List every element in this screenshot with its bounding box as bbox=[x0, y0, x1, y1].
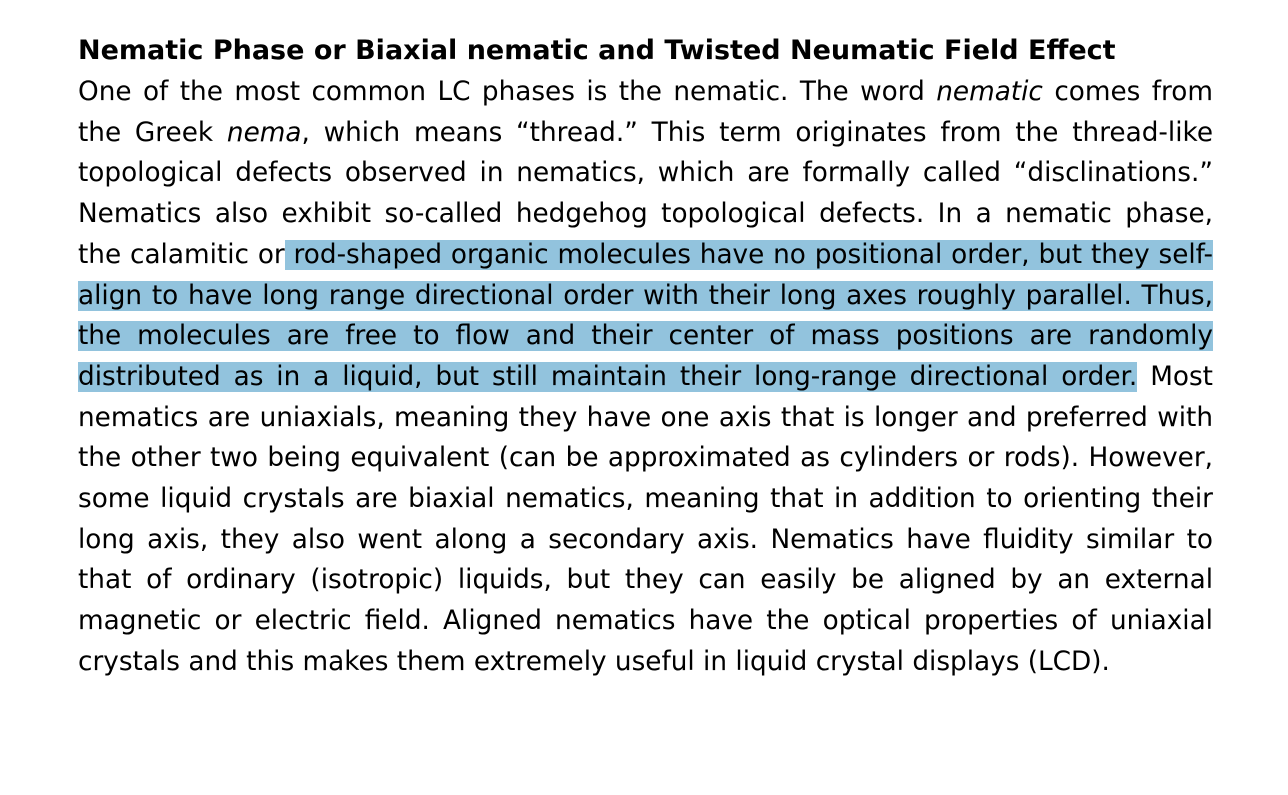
paragraph-text-2[interactable]: comes from the Greek bbox=[78, 77, 1213, 148]
section-heading[interactable]: Nematic Phase or Biaxial nematic and Twisted Neumatic Field Effect bbox=[78, 35, 1116, 66]
emphasis-nema[interactable]: nema bbox=[226, 117, 302, 148]
highlighted-selection[interactable]: rod-shaped organic molecules have no positional order, but they self-align to have long range directional order with their long axes roughly parallel. Thus, the molecules are free to flow and their center of mass positions are randomly distributed as in a liquid, but still maintain their long-range directional order. bbox=[78, 239, 1213, 392]
body-paragraph[interactable] bbox=[78, 72, 1213, 683]
paragraph-text-3[interactable]: , which means “thread.” This term originates from the thread-like topological defects observed in nematics, which are formally called “disclinations.” Nematics also exhibit so-called hedgehog topological defects. In a nematic phase, the calamitic or bbox=[78, 117, 1213, 270]
paragraph-text-1[interactable]: One of the most common LC phases is the nematic. The word bbox=[78, 77, 937, 107]
document-page bbox=[78, 30, 1213, 683]
emphasis-nematic[interactable]: nematic bbox=[936, 77, 1043, 107]
paragraph-text-4[interactable]: Most nematics are uniaxials, meaning they have one axis that is longer and preferred with the other two being equivalent (can be approximated as cylinders or rods). However, some liquid crystals are biaxial nematics, meaning that in addition to orienting their long axis, they also went along a secondary axis. Nematics have fluidity similar to that of ordinary (isotropic) liquids, but they can easily be aligned by an external magnetic or electric field. Aligned nematics have the optical properties of uniaxial crystals and this makes them extremely useful in liquid crystal displays (LCD). bbox=[78, 361, 1213, 677]
